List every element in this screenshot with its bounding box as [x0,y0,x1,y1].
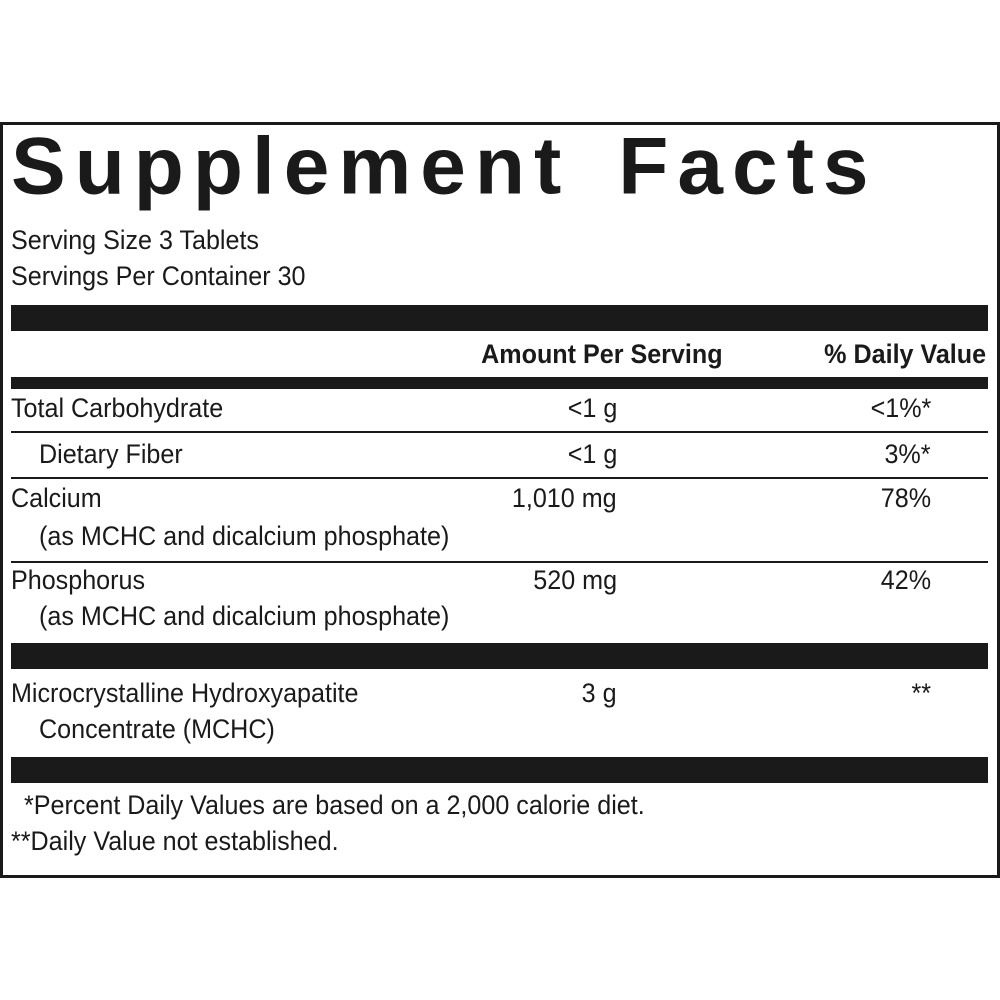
nutrient-sub-phosphorus: (as MCHC and dicalcium phosphate) [39,601,450,631]
row-divider [11,431,988,433]
row-divider [11,561,988,563]
header-daily-value: % Daily Value [824,339,986,369]
dv-phosphorus: 42% [880,565,931,595]
footnote-not-established: **Daily Value not established. [11,826,339,856]
nutrient-name-total-carbohydrate: Total Carbohydrate [11,393,224,423]
nutrient-name-dietary-fiber: Dietary Fiber [39,439,183,469]
nutrient-name-calcium: Calcium [11,483,102,513]
amount-total-carbohydrate: <1 g [567,393,617,423]
nutrient-name-phosphorus: Phosphorus [11,565,146,595]
dv-calcium: 78% [880,483,931,513]
title-word-facts: Facts [618,121,878,212]
servings-per-container: Servings Per Container 30 [11,261,306,291]
thick-divider-bottom [11,757,988,783]
amount-mchc: 3 g [582,678,617,708]
header-amount-per-serving: Amount Per Serving [481,339,723,369]
nutrient-sub-calcium: (as MCHC and dicalcium phosphate) [39,521,450,551]
dv-dietary-fiber: 3%* [884,439,931,469]
amount-phosphorus: 520 mg [533,565,617,595]
row-divider [11,477,988,479]
thick-divider-top [11,305,988,331]
amount-dietary-fiber: <1 g [567,439,617,469]
dv-mchc: ** [911,678,931,708]
footnote-daily-values: *Percent Daily Values are based on a 2,000 calorie diet. [24,790,645,820]
medium-divider [11,377,988,389]
dv-total-carbohydrate: <1%* [870,393,931,423]
nutrient-name-mchc: Microcrystalline Hydroxyapatite [11,678,359,708]
title-word-supplement: Supplement [11,121,571,212]
nutrient-sub-mchc: Concentrate (MCHC) [39,714,275,744]
amount-calcium: 1,010 mg [512,483,617,513]
thick-divider-middle [11,643,988,669]
serving-size: Serving Size 3 Tablets [11,225,259,255]
panel-title [11,118,877,216]
